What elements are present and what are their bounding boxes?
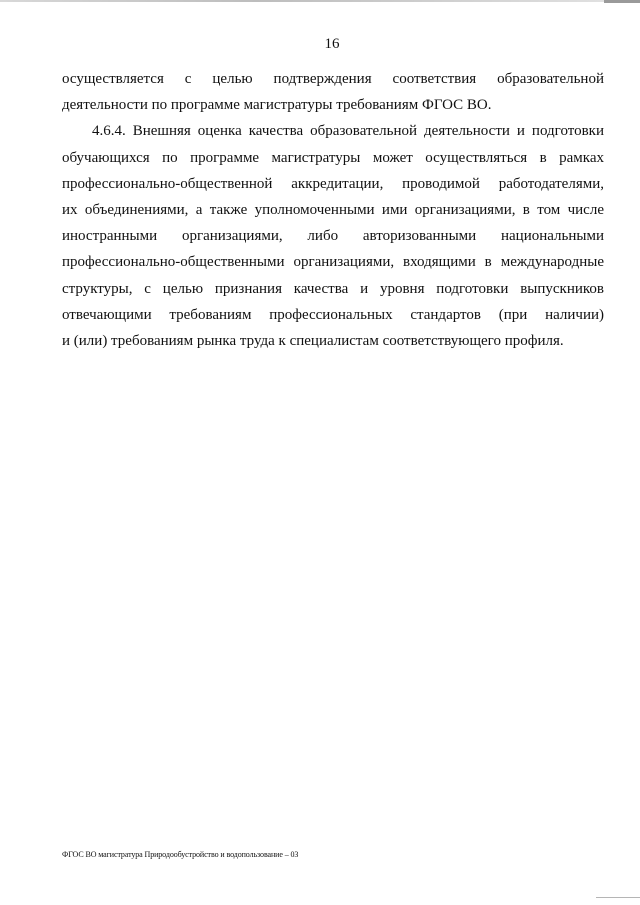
text-line-5: профессионально-общественной аккредитации, проводимой работодателями, <box>62 175 604 192</box>
text-line-10: отвечающими требованиям профессиональных стандартов (при наличии) <box>62 306 604 323</box>
document-body <box>62 66 604 354</box>
text-line-2: деятельности по программе магистратуры требованиям ФГОС ВО. <box>62 97 492 114</box>
document-footer: ФГОС ВО магистратура Природообустройство и водопользование – 03 <box>62 850 299 859</box>
scan-top-edge <box>0 0 640 2</box>
text-line-6: их объединениями, а также уполномоченными ими организациями, в том числе <box>62 202 604 219</box>
text-line-4: обучающихся по программе магистратуры может осуществляться в рамках <box>62 149 604 166</box>
text-line-7: иностранными организациями, либо авторизованными национальными <box>62 228 604 245</box>
text-line-3: 4.6.4. Внешняя оценка качества образовательной деятельности и подготовки <box>92 123 604 140</box>
text-line-9: структуры, с целью признания качества и уровня подготовки выпускников <box>62 280 604 297</box>
text-line-1: осуществляется с целью подтверждения соответствия образовательной <box>62 71 604 87</box>
text-line-11: и (или) требованиям рынка труда к специалистам соответствующего профиля. <box>62 333 564 350</box>
text-line-8: профессионально-общественными организациями, входящими в международные <box>62 254 604 271</box>
scan-corner-mark <box>604 0 640 3</box>
page-number: 16 <box>324 36 340 52</box>
scan-bottom-mark <box>596 897 640 898</box>
